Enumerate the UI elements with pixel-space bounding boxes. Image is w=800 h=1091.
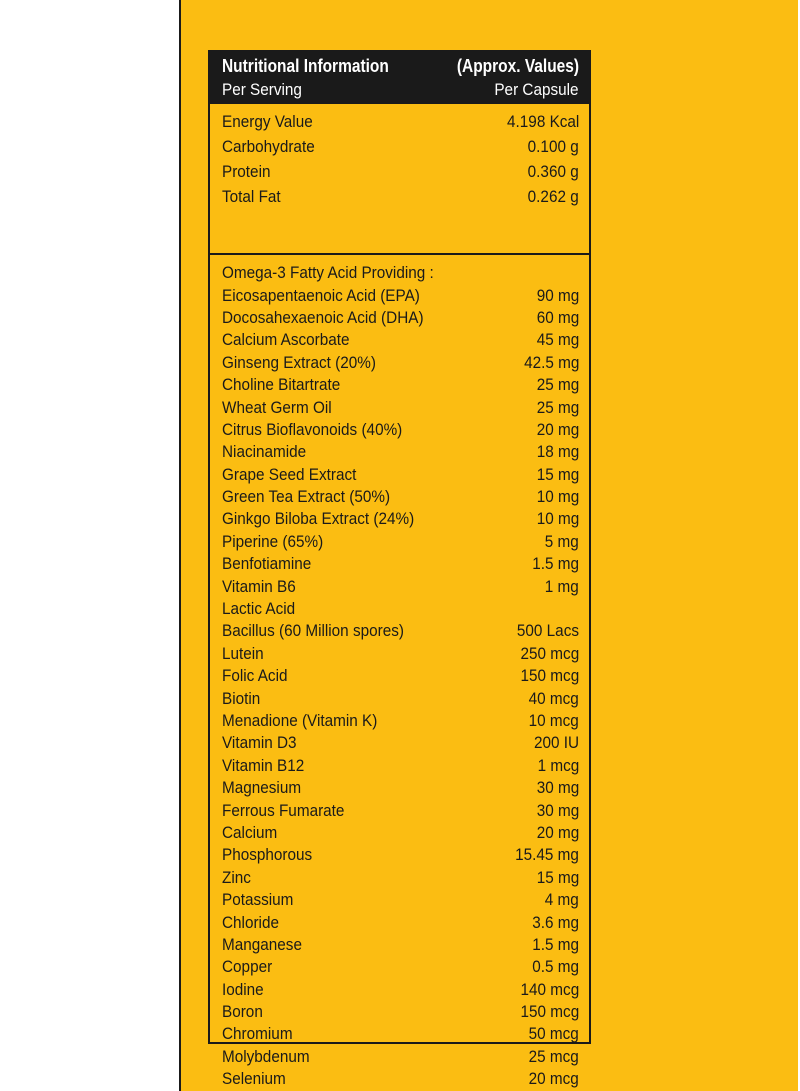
nutrient-name: Chloride [222,912,279,932]
nutrient-name: Zinc [222,867,251,887]
table-row [222,160,579,185]
table-row [222,1046,579,1068]
nutrient-name: Total Fat [222,186,281,206]
table-row [222,620,579,642]
nutrient-name: Boron [222,1002,263,1022]
table-row [222,419,579,441]
nutrient-name: Selenium [222,1069,286,1089]
nutrient-name: Folic Acid [222,666,288,686]
nutrient-name: Calcium [222,822,278,842]
nutrient-name: Chromium [222,1024,293,1044]
nutrient-name: Piperine (65%) [222,531,324,551]
nutrient-name: Choline Bitartrate [222,375,341,395]
nutrient-value: 15.45 mg [515,845,579,865]
nutrient-name: Energy Value [222,112,313,132]
nutrient-value: 20 mcg [528,1069,579,1089]
table-row [222,1068,579,1090]
nutrient-value: 20 mg [536,419,579,439]
nutrient-value: 1 mcg [537,755,579,775]
table-row [222,553,579,575]
nutrient-name: Niacinamide [222,442,307,462]
nutrient-name: Iodine [222,979,264,999]
nutrient-name: Citrus Bioflavonoids (40%) [222,419,403,439]
nutrient-value: 25 mg [536,397,579,417]
nutrient-name: Manganese [222,934,302,954]
nutrient-value: 10 mcg [528,711,579,730]
table-row [222,284,579,306]
nutrient-value: 0.360 g [527,161,579,181]
nutrient-value: 5 mg [544,531,579,551]
nutrient-value: 140 mcg [520,979,579,999]
nutrient-value: 40 mcg [528,688,579,708]
table-row [222,687,579,709]
per-capsule-label: Per Capsule [494,80,579,99]
table-row [222,441,579,463]
nutrient-name: Ginkgo Biloba Extract (24%) [222,509,415,529]
table-row [222,110,579,135]
nutrient-value: 1.5 mg [532,934,579,954]
nutrient-name: Menadione (Vitamin K) [222,711,378,730]
table-row [222,867,579,889]
table-title: Nutritional Information [222,55,389,76]
nutrient-name: Carbohydrate [222,137,315,157]
approx-values-label: (Approx. Values) [456,55,579,76]
table-row [222,1001,579,1023]
nutrient-name: Wheat Germ Oil [222,397,332,417]
table-row [222,329,579,351]
nutrient-name: Eicosapentaenoic Acid (EPA) [222,285,420,305]
nutrient-name: Protein [222,161,271,181]
nutrient-name: Docosahexaenoic Acid (DHA) [222,307,424,327]
table-row [222,889,579,911]
table-row [222,374,579,396]
nutrient-value: 25 mg [536,375,579,395]
nutrient-name: Benfotiamine [222,554,312,574]
nutrient-value: 60 mg [536,307,579,327]
table-row [222,598,579,620]
nutrient-value: 30 mg [536,800,579,820]
table-row [222,396,579,418]
nutrient-name: Calcium Ascorbate [222,330,350,350]
table-row [222,262,579,284]
nutrient-value: 20 mg [536,822,579,842]
nutrition-table [208,50,591,1089]
nutrient-value: 200 IU [533,733,579,753]
table-row [222,665,579,687]
table-row [222,956,579,978]
table-row [222,575,579,597]
macros-section [210,104,589,255]
table-row [222,844,579,866]
table-row [222,508,579,530]
table-row [222,307,579,329]
table-row [222,464,579,486]
table-row [222,643,579,665]
nutrient-name: Ginseng Extract (20%) [222,352,376,372]
table-row [222,352,579,374]
nutrient-value: 90 mg [536,285,579,305]
nutrient-name: Magnesium [222,778,302,798]
nutrient-name: Phosphorous [222,845,313,865]
nutrient-value: 10 mg [536,509,579,529]
nutrient-value: 45 mg [536,330,579,350]
per-serving-label: Per Serving [222,80,302,99]
nutrient-value: 42.5 mg [523,352,579,372]
nutrient-value: 0.5 mg [532,957,579,977]
nutrient-name: Potassium [222,890,294,910]
nutrient-value: 0.100 g [527,137,579,157]
table-row [222,1023,579,1045]
nutrient-value: 4.198 Kcal [506,112,579,132]
nutrient-name: Omega-3 Fatty Acid Providing : [222,263,434,283]
nutrient-value: 50 mcg [528,1024,579,1044]
nutrient-value: 30 mg [536,778,579,798]
nutrient-name: Vitamin B12 [222,755,305,775]
table-row [222,486,579,508]
nutrient-value: 4 mg [544,890,579,910]
nutrient-value: 1 mg [544,576,579,596]
table-row [222,777,579,799]
nutrient-value: 3.6 mg [532,912,579,932]
nutrient-value: 25 mcg [528,1046,579,1066]
nutrient-name: Lutein [222,643,264,663]
table-row [222,531,579,553]
nutrient-name: Biotin [222,688,261,708]
table-row [222,799,579,821]
table-row [222,934,579,956]
nutrient-name: Grape Seed Extract [222,464,357,484]
table-row [222,755,579,777]
nutrient-name: Bacillus (60 Million spores) [222,621,404,641]
nutrient-name: Lactic Acid [222,599,296,619]
nutrient-value: 150 mcg [520,1002,579,1022]
nutrient-value: 15 mg [536,867,579,887]
nutrient-name: Ferrous Fumarate [222,800,345,820]
table-row [222,710,579,732]
nutrient-name: Vitamin D3 [222,733,297,753]
nutrient-value: 0.262 g [527,186,579,206]
table-header [210,52,589,104]
nutrient-name: Copper [222,957,273,977]
nutrient-value: 1.5 mg [532,554,579,574]
table-row [222,911,579,933]
ingredients-section [210,255,589,1090]
table-row [222,184,579,209]
table-row [222,135,579,160]
table-row [222,979,579,1001]
nutrient-name: Green Tea Extract (50%) [222,487,391,507]
nutrient-value: 15 mg [536,464,579,484]
nutrient-value: 500 Lacs [516,621,579,641]
nutrient-value: 250 mcg [520,643,579,663]
table-row [222,822,579,844]
nutrient-value: 10 mg [536,487,579,507]
nutrient-value: 18 mg [536,442,579,462]
table-row [222,732,579,754]
nutrient-name: Vitamin B6 [222,576,296,596]
nutrient-name: Molybdenum [222,1046,310,1066]
nutrient-value: 150 mcg [520,666,579,686]
